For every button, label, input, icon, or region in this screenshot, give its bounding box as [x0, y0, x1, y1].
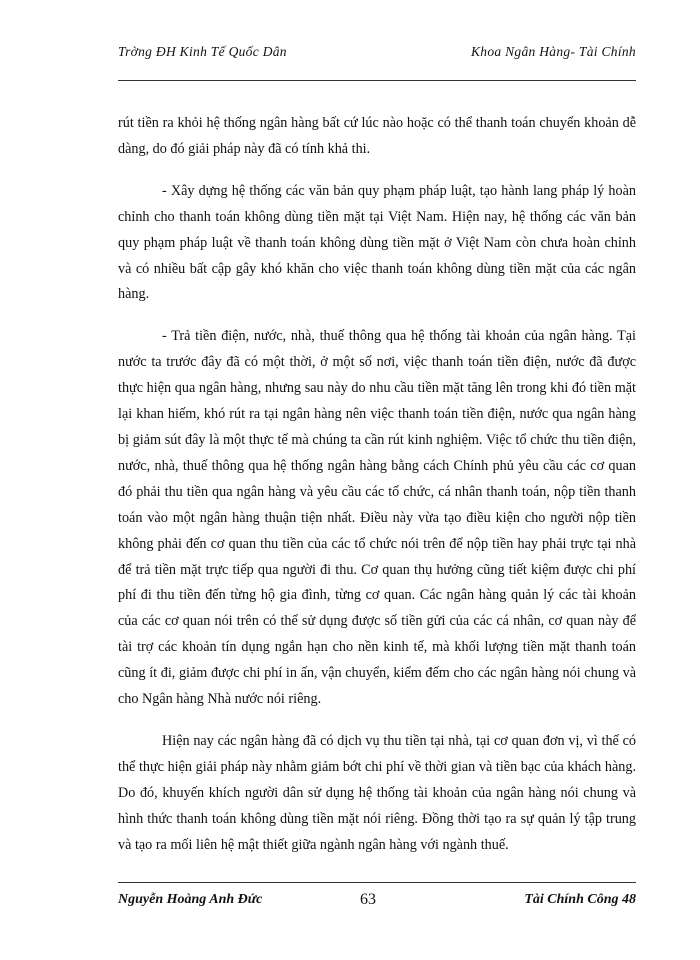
paragraph-home-collection: Hiện nay các ngân hàng đã có dịch vụ thu tiền tại nhà, tại cơ quan đơn vị, vì thế có thể thực hiện giải pháp này nhằm giảm bớt chi phí về thời gian và tiền bạc của khách hàng. Do đó, khuyến khích người dân sử dụng hệ thống tài khoản của ngân hàng nói chung và hình thức thanh toán không dùng tiền mặt nói riêng. Đồng thời tạo ra sự quản lý tập trung và tạo ra mối liên hệ mật thiết giữa ngành ngân hàng với ngành thuế.: [118, 732, 636, 853]
header-faculty-name: Khoa Ngân Hàng- Tài Chính: [470, 44, 636, 59]
paragraph-utility-payments: - Trả tiền điện, nước, nhà, thuế thông qua hệ thống tài khoản của ngân hàng. Tại nước ta trước đây đã có một thời, ở một số nơi, việc thanh toán tiền điện, nước đã được thực hiện qua ngân hàng, nhưng sau này do nhu cầu tiền mặt tăng lên trong khi đó tiền mặt lại khan hiếm, khó rút ra tại ngân hàng nên việc thanh toán tiền điện, nước qua ngân hàng bị giảm sút đây là một thực tế mà chúng ta cần rút kinh nghiệm. Việc tổ chức thu tiền điện, nước, nhà, thuế thông qua hệ thống ngân hàng bằng cách Chính phủ yêu cầu các cơ quan đó phải thu tiền qua ngân hàng và yêu cầu các tổ chức, cá nhân thanh toán, nộp tiền thanh toán vào một ngân hàng thuận tiện nhất. Điều này vừa tạo điều kiện cho người nộp tiền không phải đến cơ quan thu tiền của các tổ chức nói trên để nộp tiền hay phải trực tại nhà để trả tiền mặt trực tiếp qua người đi thu. Cơ quan thụ hưởng cũng tiết kiệm được chi phí phí đi thu tiền đến từng hộ gia đình, từng cơ quan. Các ngân hàng quản lý các tài khoản của các cơ quan nói trên có thể sử dụng được số tiền gửi của các cá nhân, cơ quan này để tài trợ các khoản tín dụng ngắn hạn cho nền kinh tế, mà khối lượng tiền mặt thanh toán cũng ít đi, giảm được chi phí in ấn, vận chuyển, kiểm đếm cho các ngân hàng nói chung và cho Ngân hàng Nhà nước nói riêng.: [118, 328, 636, 708]
page-number: 63: [360, 891, 376, 908]
footer-class-name: Tài Chính Công 48: [524, 892, 636, 907]
document-body: [118, 111, 636, 874]
page-footer: [118, 892, 636, 918]
header-school-name: Trờng ĐH Kinh Tế Quốc Dân: [118, 44, 287, 59]
footer-author: Nguyễn Hoàng Anh Đức: [118, 892, 263, 907]
paragraph-legal-framework: - Xây dựng hệ thống các văn bản quy phạm pháp luật, tạo hành lang pháp lý hoàn chỉnh cho thanh toán không dùng tiền mặt tại Việt Nam. Hiện nay, hệ thống các văn bản quy phạm pháp luật về thanh toán không dùng tiền mặt ở Việt Nam còn chưa hoàn chỉnh và có nhiều bất cập gây khó khăn cho việc thanh toán không dùng tiền mặt của các ngân hàng.: [118, 182, 636, 303]
paragraph-continuation: rút tiền ra khỏi hệ thống ngân hàng bất cứ lúc nào hoặc có thể thanh toán chuyển khoản dễ dàng, do đó giải pháp này đã có tính khả thi.: [118, 115, 636, 157]
footer-divider: [118, 882, 636, 883]
page-header: [118, 44, 636, 66]
header-divider: [118, 80, 636, 81]
